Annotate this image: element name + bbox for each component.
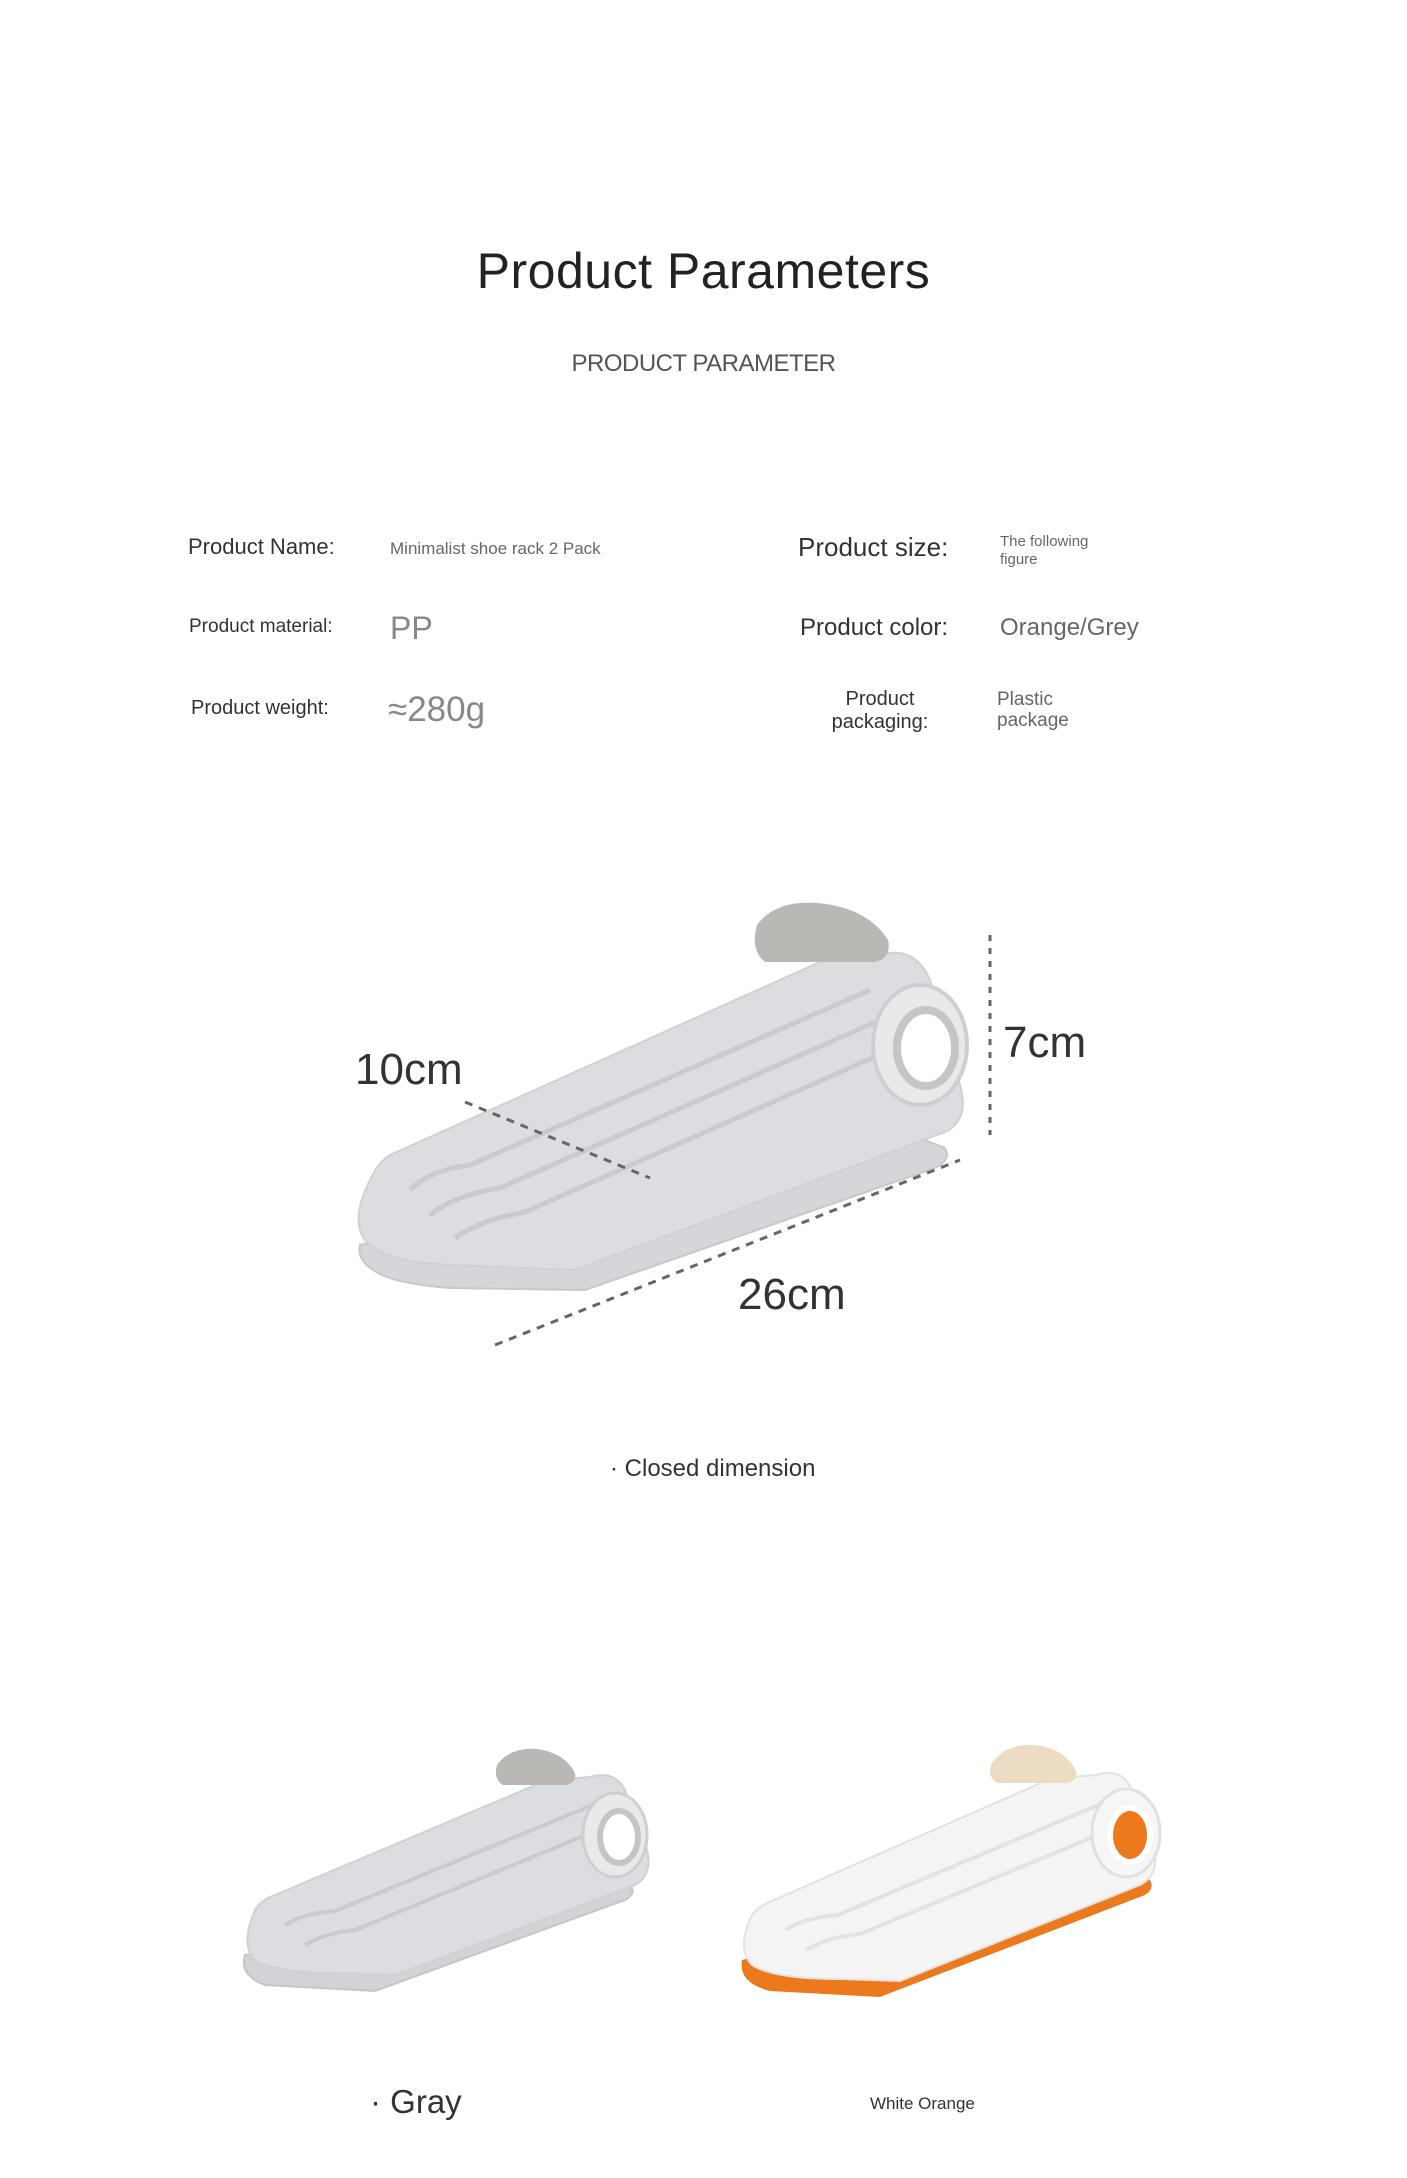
param-label-packaging-line1: Product [845, 688, 915, 710]
param-value-weight: ≈280g [388, 690, 486, 729]
param-value-packaging-line2: package [997, 710, 1069, 731]
param-label-material: Product material: [189, 616, 333, 637]
variant-label-white-orange: White Orange [870, 2094, 975, 2113]
closed-dimension-caption: · Closed dimension [610, 1455, 816, 1482]
param-label-name: Product Name: [188, 534, 335, 559]
param-value-color: Orange/Grey [1000, 614, 1139, 641]
param-label-weight: Product weight: [191, 697, 329, 719]
param-value-name: Minimalist shoe rack 2 Pack [390, 539, 601, 558]
dimension-length-label: 26cm [738, 1270, 846, 1319]
dimension-width-label: 10cm [355, 1045, 463, 1094]
param-label-color: Product color: [800, 614, 949, 641]
white-orange-variant-illustration [730, 1735, 1190, 2015]
gray-variant-illustration [225, 1735, 685, 2015]
page-title: Product Parameters [476, 243, 931, 299]
variant-label-gray: · Gray [370, 2083, 462, 2120]
param-value-material: PP [390, 610, 433, 646]
page-subtitle: PRODUCT PARAMETER [571, 350, 836, 377]
dimension-height-label: 7cm [1003, 1018, 1087, 1067]
param-label-packaging-line2: packaging: [831, 711, 929, 733]
param-value-size-line1: The following [1000, 533, 1089, 550]
param-value-size-line2: figure [1000, 551, 1038, 568]
rack-top-plate [359, 953, 963, 1270]
param-label-size: Product size: [798, 532, 949, 562]
param-value-packaging-line1: Plastic [997, 689, 1053, 710]
rack-knob [755, 903, 889, 962]
